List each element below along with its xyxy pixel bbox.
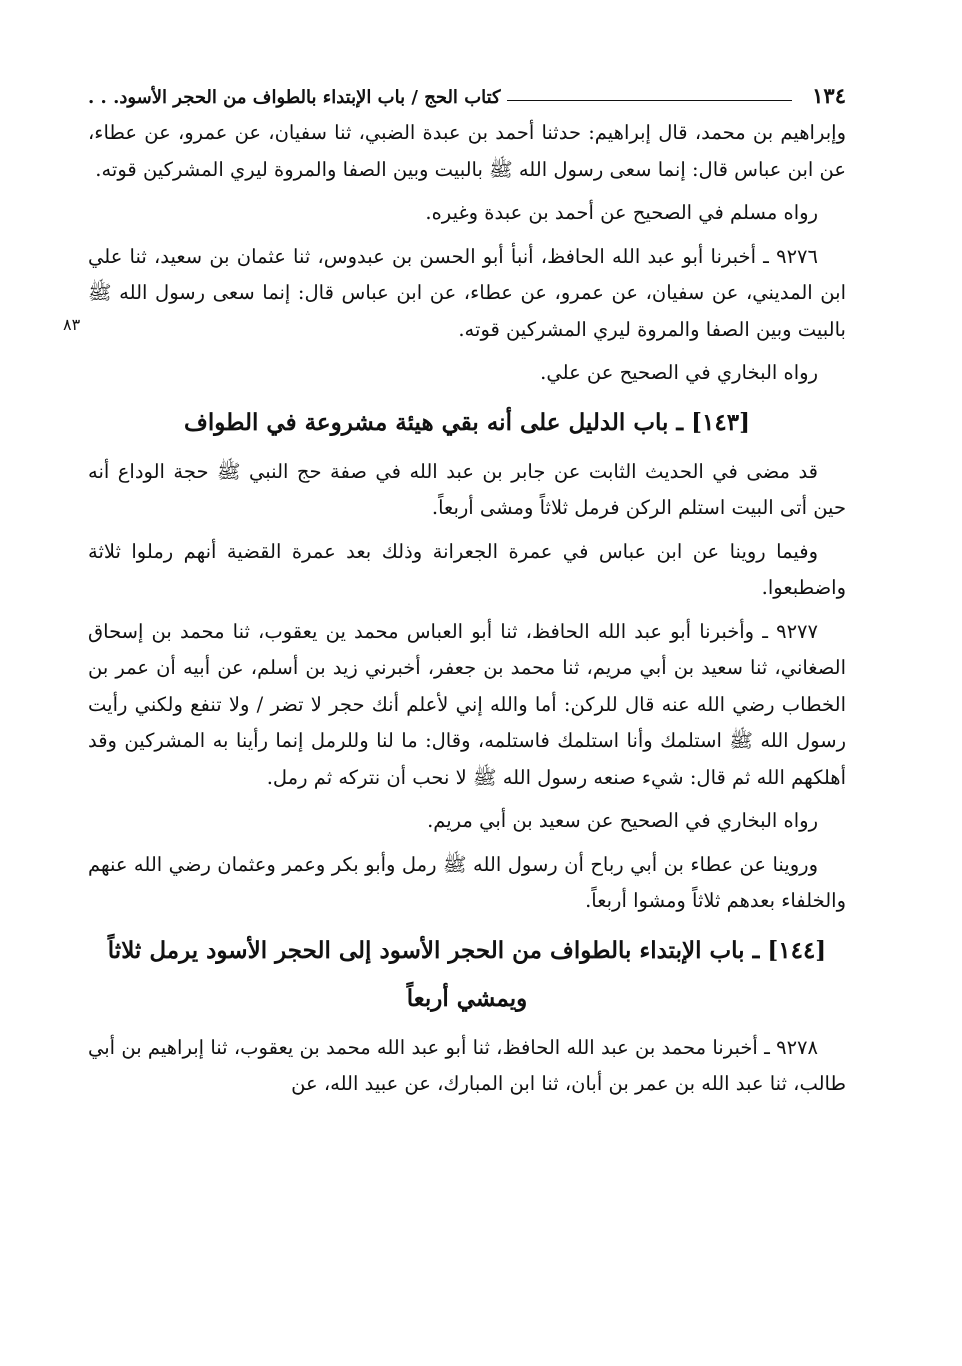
- page-number: ١٣٤: [812, 83, 846, 108]
- body-paragraph: وفيما روينا عن ابن عباس في عمرة الجعرانة وذلك بعد عمرة القضية أنهم رملوا ثلاثة واضطبعوا.: [88, 539, 846, 599]
- body-paragraph: ٩٢٧٨ ـ أخبرنا محمد بن عبد الله الحافظ، ثنا أبو عبد الله محمد بن يعقوب، ثنا إبراهيم بن أبي طالب، ثنا عبد الله بن عمر بن أبان، ثنا ابن المبارك، عن عبيد الله، عن: [88, 1035, 846, 1095]
- book-page: [63, 78, 846, 1110]
- section-heading: [١٤٤] ـ باب الإبتداء بالطواف من الحجر الأسود إلى الحجر الأسود يرمل ثلاثاً ويمشي أربعاً: [107, 936, 827, 1012]
- body-paragraph: رواه البخاري في الصحيح عن سعيد بن أبي مريم.: [427, 809, 818, 832]
- running-title: كتاب الحج / باب الإبتداء بالطواف من الحجر الأسود. . .: [88, 87, 501, 108]
- body-paragraph: وروينا عن عطاء بن أبي رباح أن رسول الله ﷺ رمل وأبو بكر وعمر وعثمان رضي الله عنهم والخلفاء بعدهم ثلاثاً ومشوا أربعاً.: [88, 852, 846, 912]
- margin-note: ٨٣: [63, 314, 81, 334]
- body-paragraph: وإبراهيم بن محمد، قال إبراهيم: حدثنا أحمد بن عبدة الضبي، ثنا سفيان، عن عمرو، عن عطاء، عن ابن عباس قال: إنما سعى رسول الله ﷺ بالبيت وبين الصفا والمروة ليري المشركين قوته.: [88, 121, 846, 181]
- body-paragraph: ٩٢٧٧ ـ وأخبرنا أبو عبد الله الحافظ، ثنا أبو العباس محمد ين يعقوب، ثنا محمد بن إسحاق الصغاني، ثنا سعيد بن أبي مريم، ثنا محمد بن جعفر، أخبرني زيد بن أسلم، عن أبيه أن عمر بن الخطاب رضي الله عنه قال للركن: أما والله إني لأعلم أنك حجر لا تضر / ولا تنفع ولكني رأيت رسول الله ﷺ استلمك وأنا استلمك فاستلمه، وقال: ما لنا وللرمل إنما رأينا به المشركين وقد أهلكهم الله ثم قال: شيء صنعه رسول الله ﷺ لا نحب أن نتركه ثم رمل.: [88, 619, 846, 789]
- running-header: [88, 78, 846, 108]
- body-paragraph: قد مضى في الحديث الثابت عن جابر بن عبد الله في صفة حج النبي ﷺ حجة الوداع أنه حين أتى البيت استلم الركن فرمل ثلاثاً ومشى أربعاً.: [88, 459, 846, 519]
- page-body: [63, 115, 846, 1110]
- body-paragraph: رواه البخاري في الصحيح عن علي.: [540, 361, 818, 384]
- header-rule: [507, 100, 793, 101]
- section-heading: [١٤٣] ـ باب الدليل على أنه بقي هيئة مشروعة في الطواف: [184, 408, 750, 436]
- body-paragraph: رواه مسلم في الصحيح عن أحمد بن عبدة وغيره.: [425, 201, 818, 224]
- body-paragraph: ٩٢٧٦ ـ أخبرنا أبو عبد الله الحافظ، أنبأ أبو الحسن بن عبدوس، ثنا عثمان بن سعيد، ثنا علي ابن المديني، عن سفيان، عن عمرو، عن عطاء، عن ابن عباس قال: إنما سعى رسول الله ﷺ بالبيت وبين الصفا والمروة ليري المشركين قوته.: [88, 244, 846, 341]
